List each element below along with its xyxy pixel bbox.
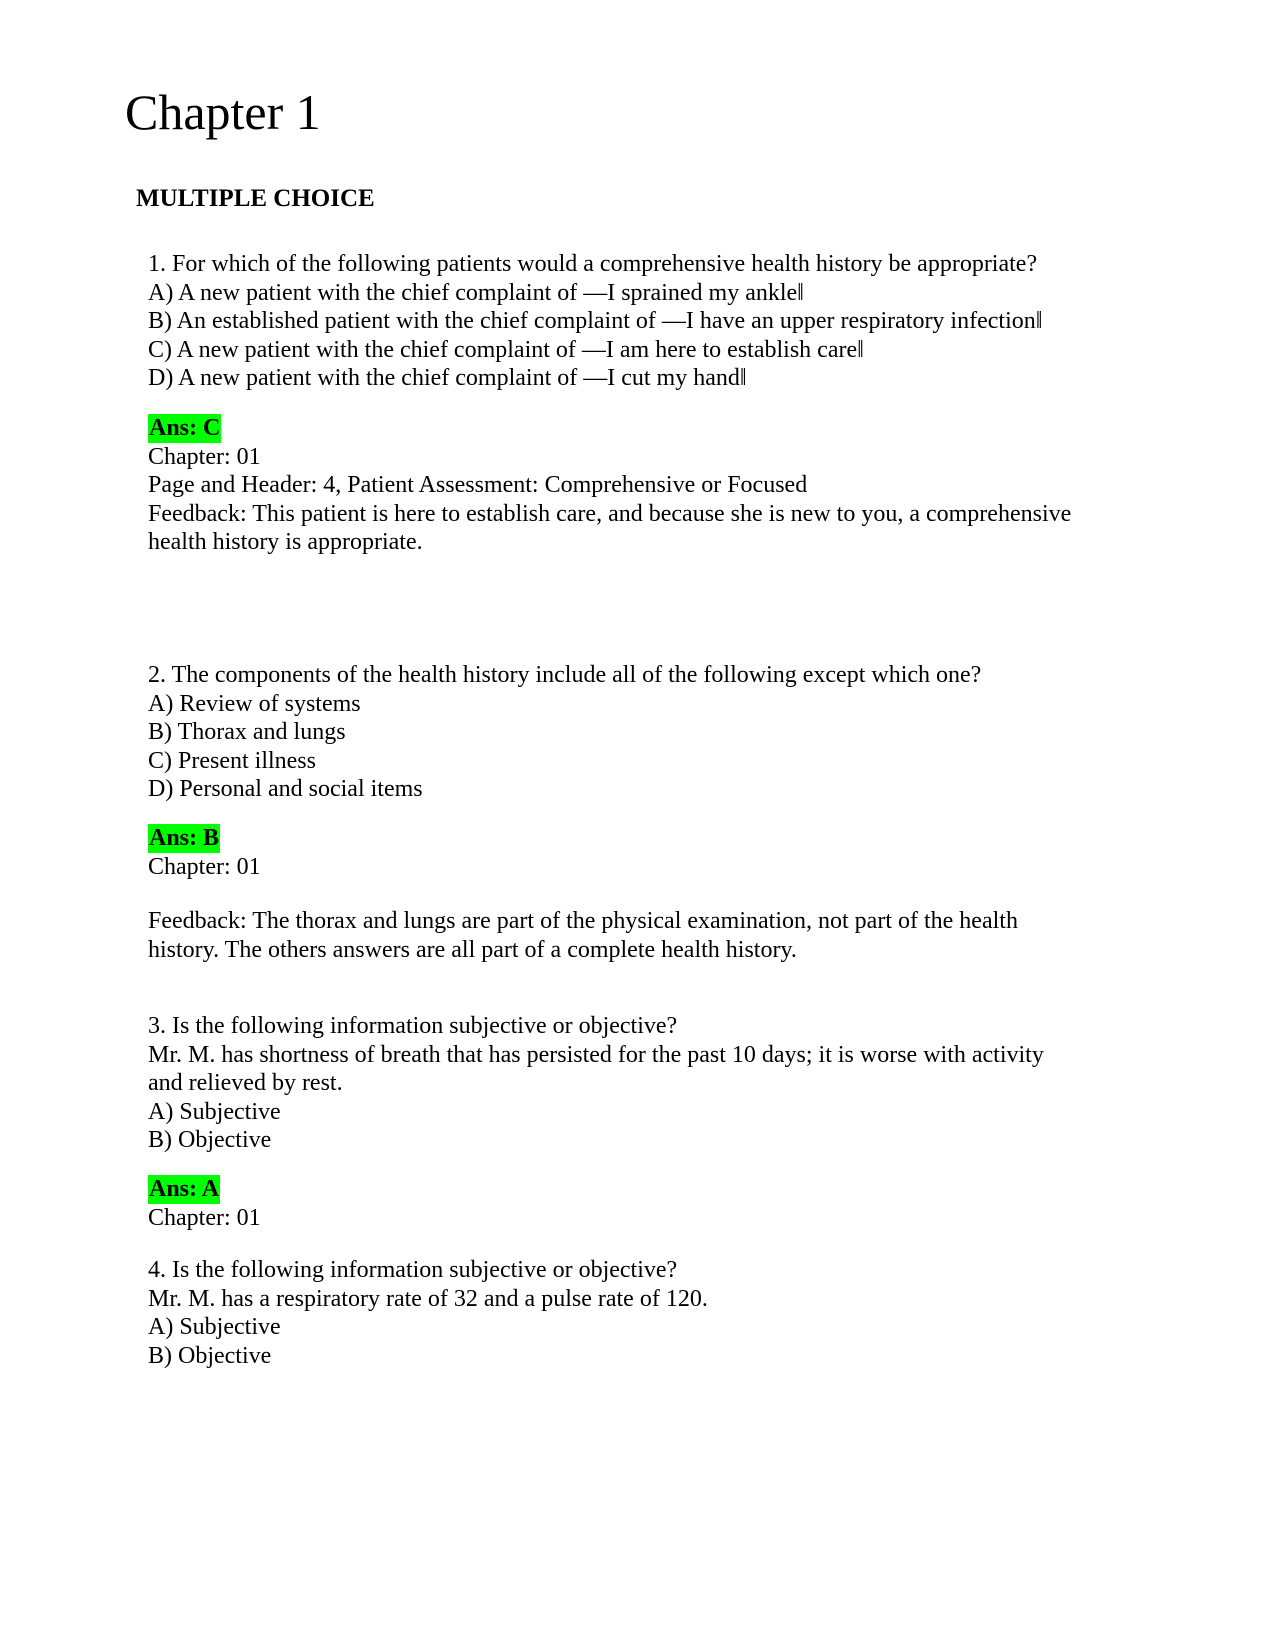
question-2-answer-block (148, 824, 261, 881)
question-2-option-b: B) Thorax and lungs (148, 719, 346, 745)
question-1-chapter: Chapter: 01 (148, 443, 261, 470)
question-3-stem-line-1: Mr. M. has shortness of breath that has persisted for the past 10 days; it is worse with activity (148, 1041, 1044, 1068)
question-2-feedback (148, 907, 1018, 964)
question-4-stem-line-1: Mr. M. has a respiratory rate of 32 and a pulse rate of 120. (148, 1285, 708, 1312)
question-2 (148, 661, 981, 804)
question-3 (148, 1012, 1044, 1155)
question-3-text: 3. Is the following information subjective or objective? (148, 1013, 678, 1039)
question-2-option-c: C) Present illness (148, 747, 316, 774)
question-1 (148, 250, 1042, 393)
question-3-option-a: A) Subjective (148, 1098, 281, 1125)
question-1-option-a: A) A new patient with the chief complaint of —I sprained my ankle‖ (148, 279, 804, 306)
question-3-option-b: B) Objective (148, 1127, 272, 1153)
question-1-answer: Ans: C (149, 415, 221, 441)
question-2-option-a: A) Review of systems (148, 690, 361, 717)
question-1-option-c: C) A new patient with the chief complaint of —I am here to establish care‖ (148, 336, 864, 363)
question-1-text: 1. For which of the following patients would a comprehensive health history be appropriate? (148, 251, 1038, 277)
question-2-answer: Ans: B (149, 825, 220, 851)
question-2-feedback-line-2: history. The others answers are all part of a complete health history. (148, 936, 797, 963)
question-1-page-header: Page and Header: 4, Patient Assessment: Comprehensive or Focused (148, 472, 808, 498)
question-2-option-d: D) Personal and social items (148, 776, 423, 802)
question-2-chapter: Chapter: 01 (148, 853, 261, 880)
question-3-answer: Ans: A (149, 1176, 220, 1202)
question-1-feedback-line-2: health history is appropriate. (148, 529, 423, 555)
question-1-option-b: B) An established patient with the chief complaint of —I have an upper respiratory infection‖ (148, 308, 1043, 334)
question-4-text: 4. Is the following information subjective or objective? (148, 1257, 678, 1283)
question-4 (148, 1256, 708, 1370)
question-4-option-a: A) Subjective (148, 1314, 281, 1340)
question-1-option-d: D) A new patient with the chief complaint of —I cut my hand‖ (148, 365, 747, 391)
question-1-answer-block (148, 414, 1071, 557)
question-1-feedback-line-1: Feedback: This patient is here to establish care, and because she is new to you, a comprehensive (148, 500, 1072, 527)
question-3-answer-block (148, 1175, 261, 1232)
question-4-option-b: B) Objective (148, 1342, 272, 1369)
question-3-chapter: Chapter: 01 (148, 1204, 261, 1231)
section-heading: MULTIPLE CHOICE (136, 185, 375, 212)
chapter-title: Chapter 1 (125, 84, 321, 140)
question-2-text: 2. The components of the health history include all of the following except which one? (148, 662, 982, 688)
question-2-feedback-line-1: Feedback: The thorax and lungs are part of the physical examination, not part of the health (148, 908, 1018, 934)
question-3-stem-line-2: and relieved by rest. (148, 1070, 343, 1096)
